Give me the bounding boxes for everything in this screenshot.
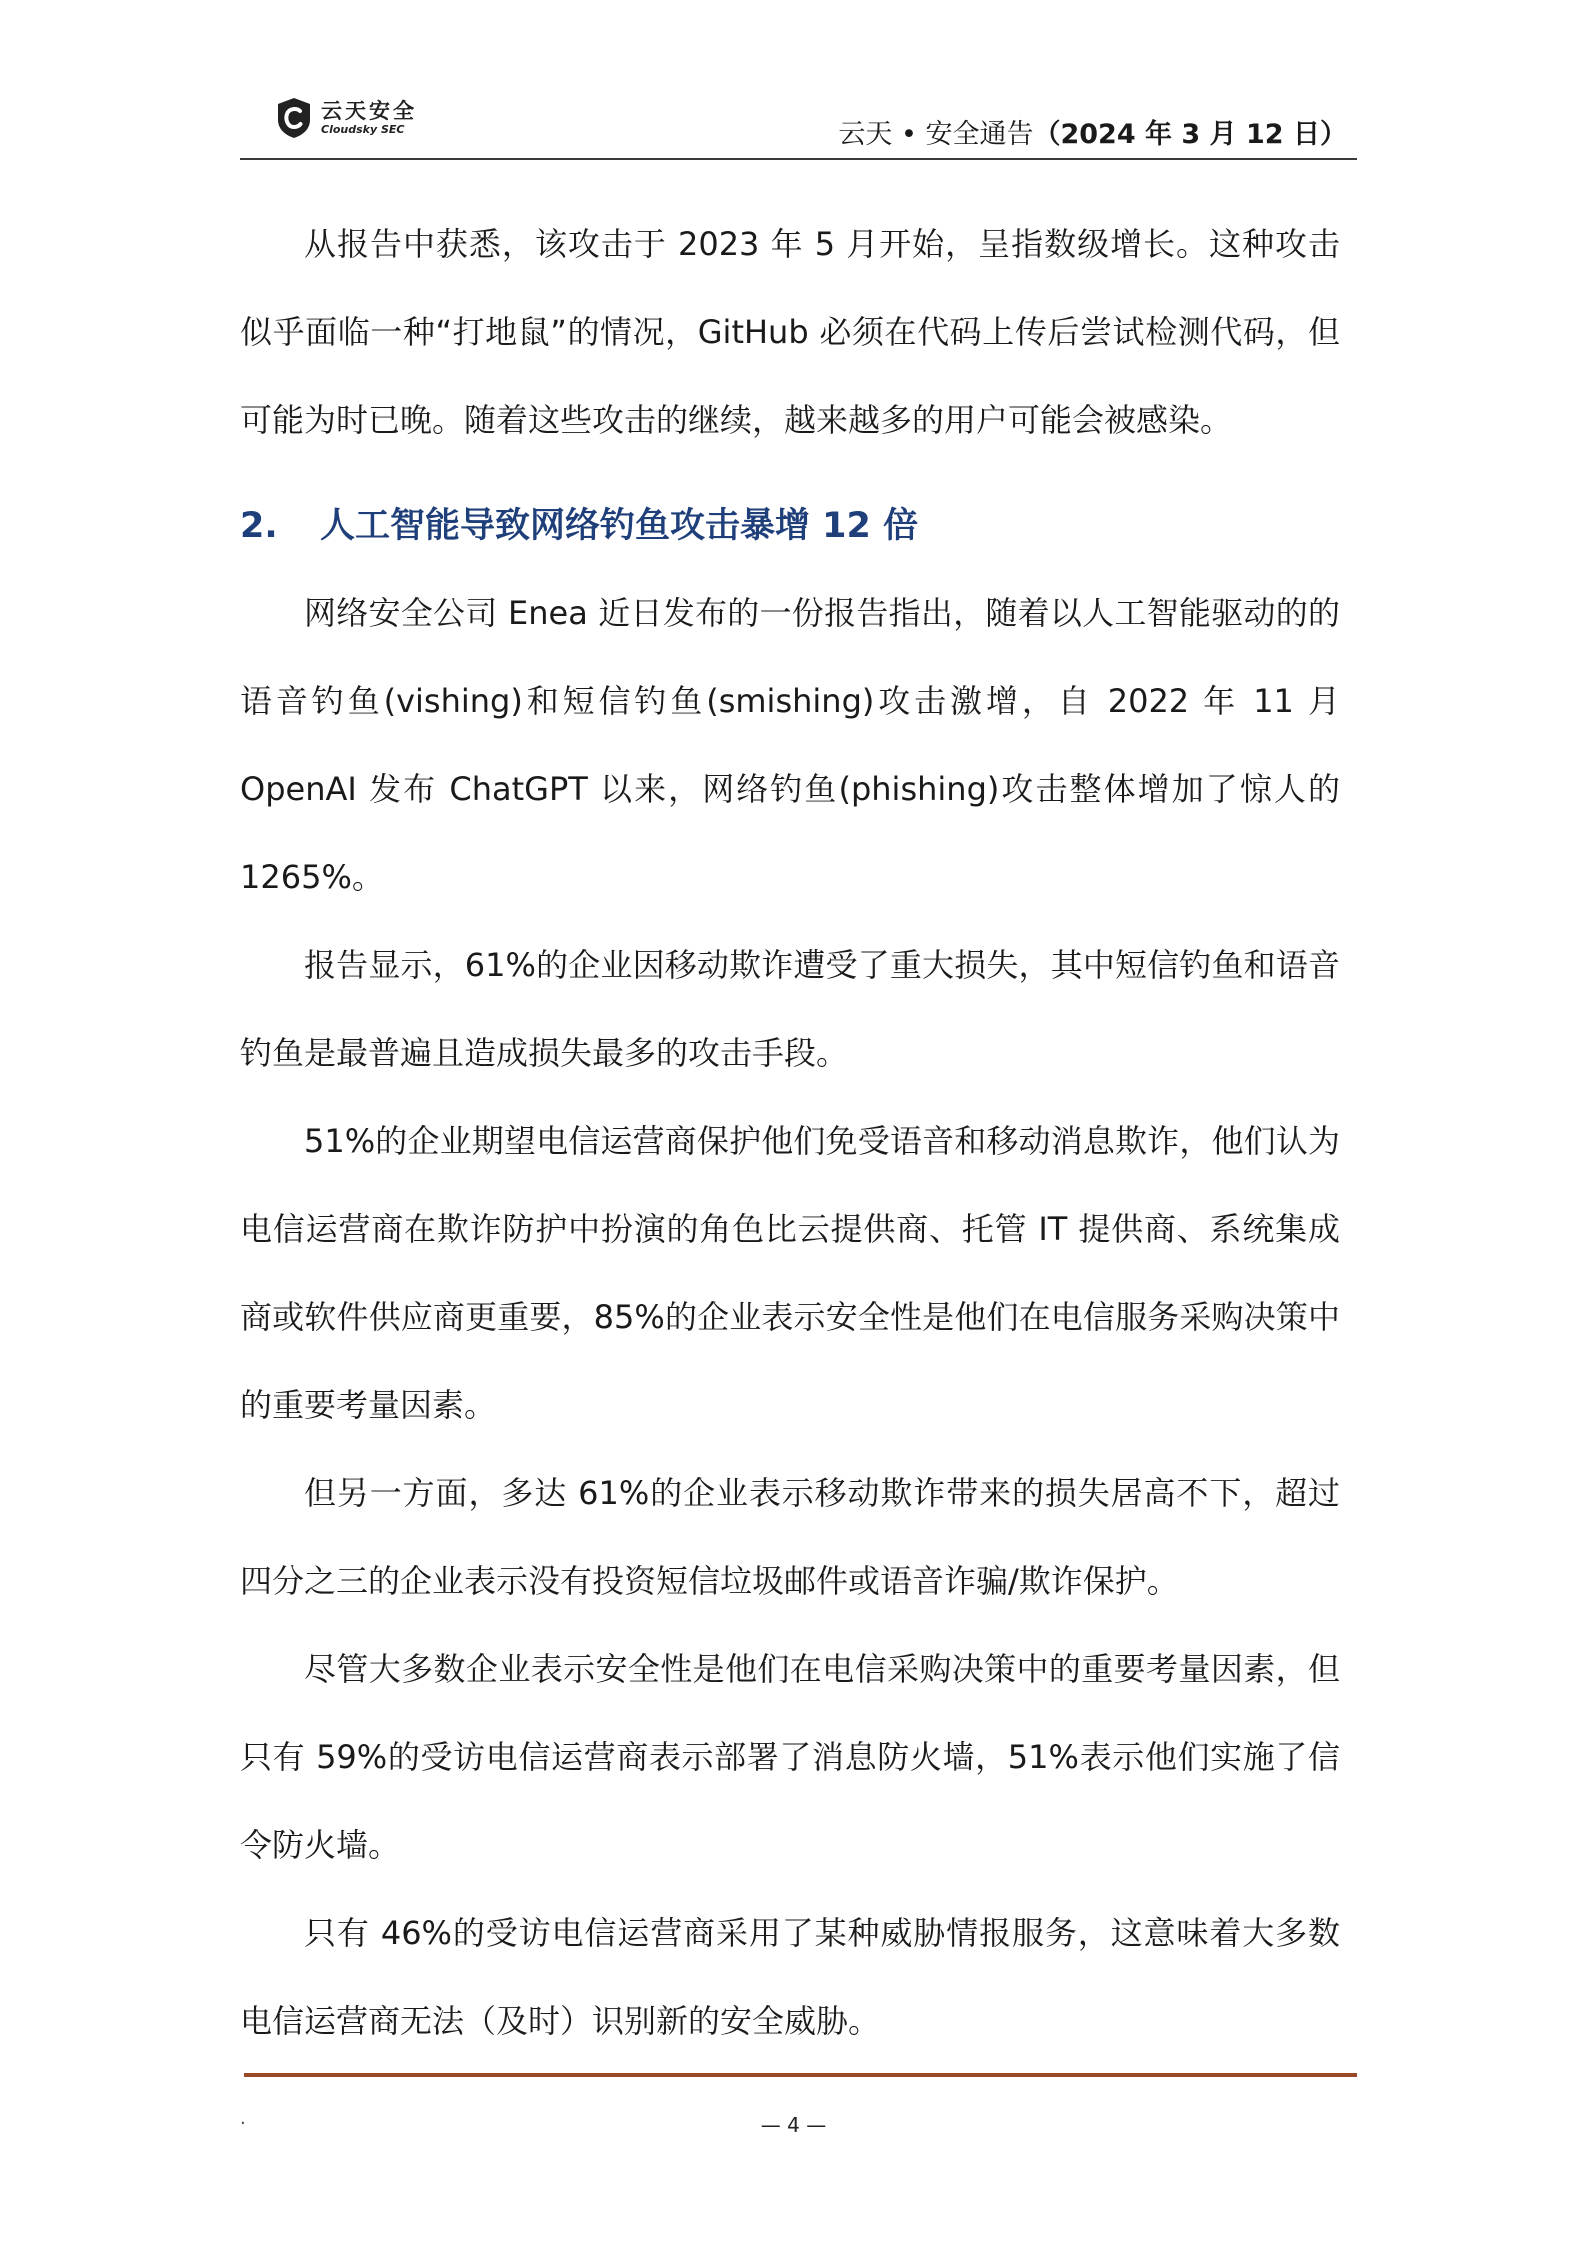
section-title: 人工智能导致网络钓鱼攻击暴增 12 倍 bbox=[320, 506, 919, 546]
section-heading bbox=[240, 464, 1340, 569]
intro-paragraph: 从报告中获悉，该攻击于 2023 年 5 月开始，呈指数级增长。这种攻击似乎面临一种“打地鼠”的情况，GitHub 必须在代码上传后尝试检测代码，但可能为时已晚。随着这些攻击的继续，越来越多的用户可能会被感染。 bbox=[240, 225, 1340, 439]
bulletin-header bbox=[838, 112, 1347, 151]
logo-text bbox=[321, 100, 417, 136]
main-content bbox=[240, 200, 1340, 2065]
company-logo bbox=[275, 96, 417, 140]
body-paragraph: 网络安全公司 Enea 近日发布的一份报告指出，随着以人工智能驱动的的语音钓鱼(vishing)和短信钓鱼(smishing)攻击激增，自 2022 年 11 月 OpenAI 发布 ChatGPT 以来，网络钓鱼(phishing)攻击整体增加了惊人的 1265%。 bbox=[240, 594, 1340, 896]
footer-divider bbox=[244, 2073, 1357, 2077]
bulletin-date: （2024 年 3 月 12 日） bbox=[1033, 119, 1347, 150]
logo-english-name: Cloudsky SEC bbox=[321, 123, 405, 136]
body-paragraph: 尽管大多数企业表示安全性是他们在电信采购决策中的重要考量因素，但只有 59%的受访电信运营商表示部署了消息防火墙，51%表示他们实施了信令防火墙。 bbox=[240, 1650, 1340, 1864]
footer-mark: . bbox=[240, 2108, 246, 2129]
bulletin-title: 云天 • 安全通告 bbox=[838, 119, 1034, 150]
logo-chinese-name: 云天安全 bbox=[321, 99, 417, 123]
page-number: — 4 — bbox=[760, 2113, 827, 2137]
cloudsky-shield-logo-icon bbox=[275, 96, 313, 140]
body-paragraph: 51%的企业期望电信运营商保护他们免受语音和移动消息欺诈，他们认为电信运营商在欺诈防护中扮演的角色比云提供商、托管 IT 提供商、系统集成商或软件供应商更重要，85%的企业表示安全性是他们在电信服务采购决策中的重要考量因素。 bbox=[240, 1122, 1340, 1424]
body-paragraph: 只有 46%的受访电信运营商采用了某种威胁情报服务，这意味着大多数电信运营商无法（及时）识别新的安全威胁。 bbox=[240, 1914, 1340, 2040]
header-divider bbox=[240, 158, 1357, 160]
body-paragraph: 但另一方面，多达 61%的企业表示移动欺诈带来的损失居高不下，超过四分之三的企业表示没有投资短信垃圾邮件或语音诈骗/欺诈保护。 bbox=[240, 1474, 1340, 1600]
body-paragraph: 报告显示，61%的企业因移动欺诈遭受了重大损失，其中短信钓鱼和语音钓鱼是最普遍且造成损失最多的攻击手段。 bbox=[240, 946, 1340, 1072]
section-number: 2. bbox=[240, 506, 278, 546]
